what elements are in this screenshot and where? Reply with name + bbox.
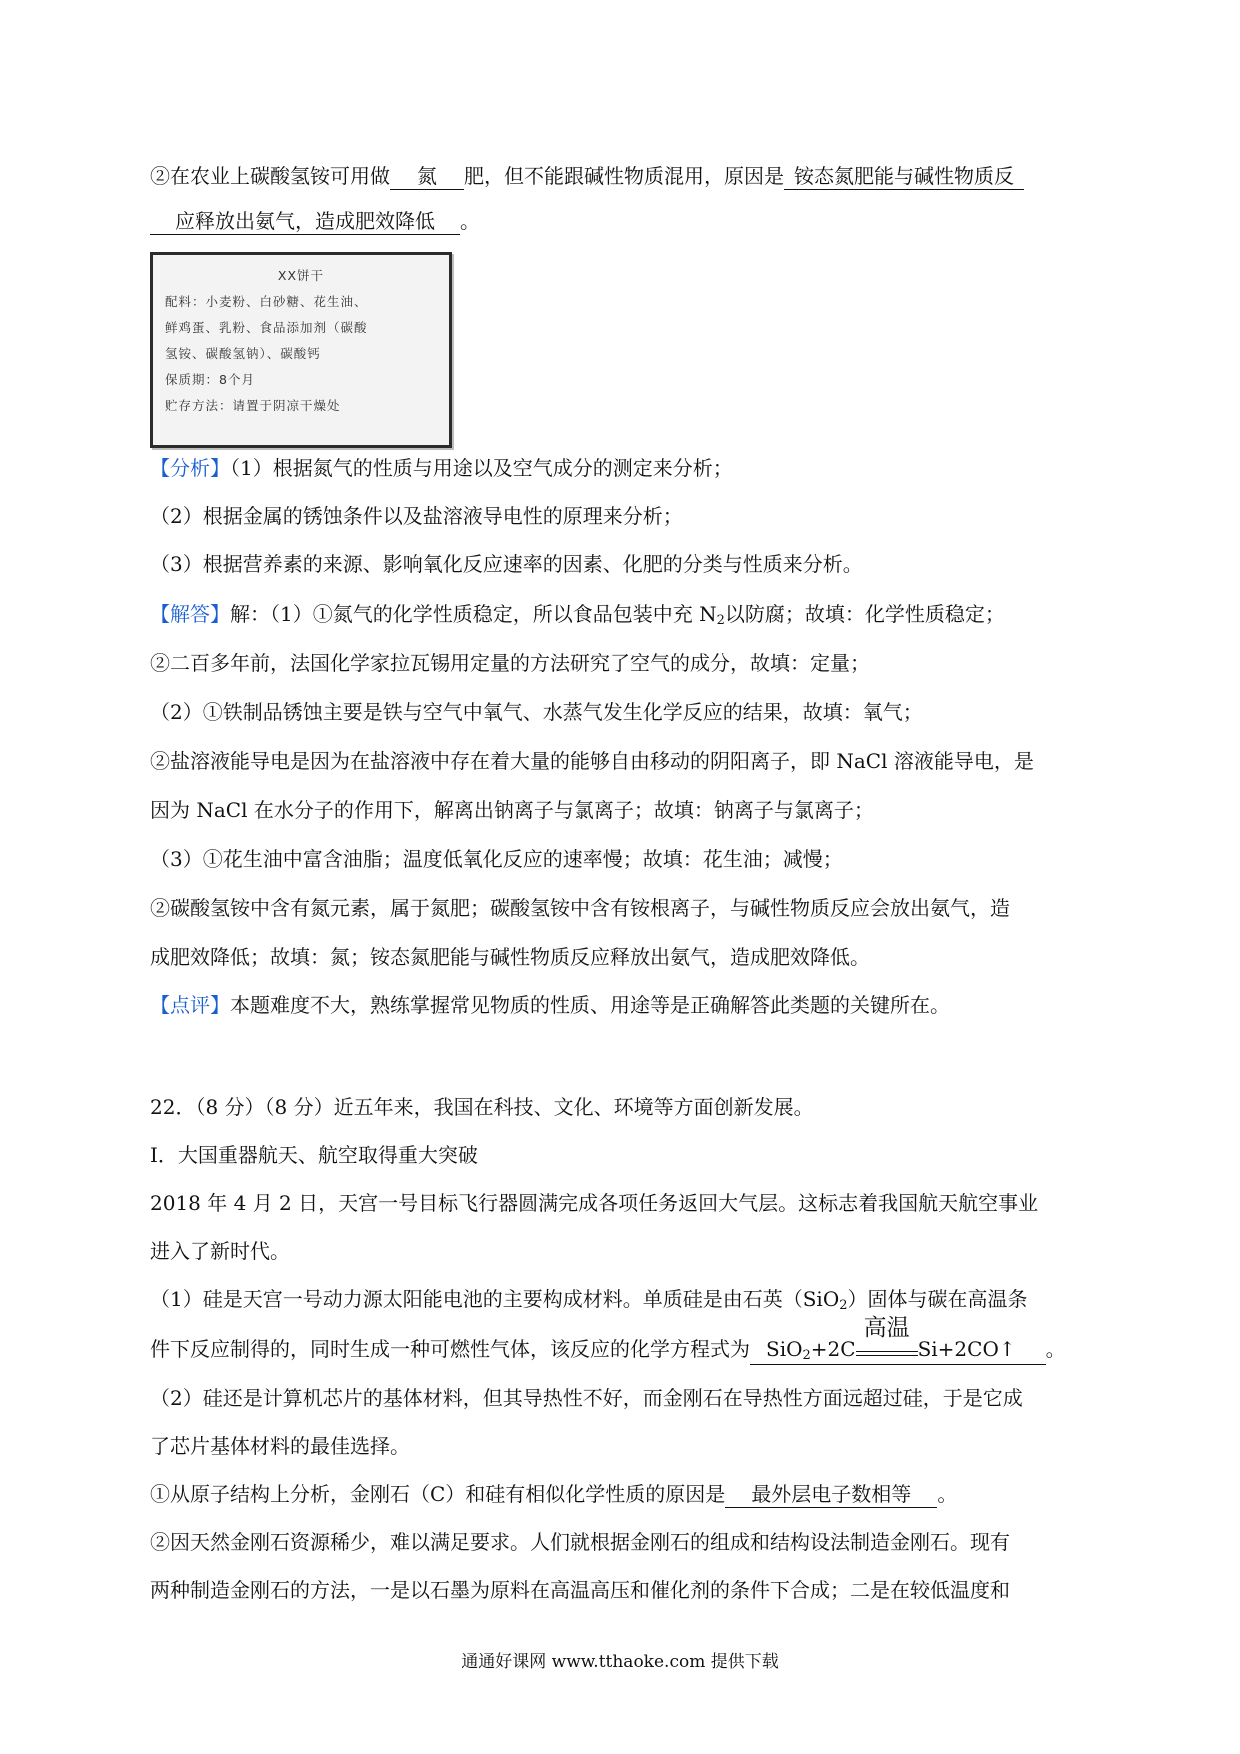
answer-line-6: （3）①花生油中富含油脂；温度低氧化反应的速率慢；故填：花生油；减慢；: [150, 847, 843, 871]
subscript: 2: [716, 613, 725, 628]
label-title: XX饼干: [277, 268, 325, 283]
text: 。: [937, 1482, 958, 1506]
reaction-arrow: [856, 1315, 918, 1356]
answer-line-4: ②盐溶液能导电是因为在盐溶液中存在着大量的能够自由移动的阴阳离子，即 NaCl 溶液能导电，是: [150, 749, 1034, 773]
analysis-line-3: （3）根据营养素的来源、影响氧化反应速率的因素、化肥的分类与性质来分析。: [150, 552, 863, 576]
product-label-image: [150, 252, 452, 448]
label-line: 配料：小麦粉、白砂糖、花生油、: [165, 294, 368, 309]
answer-line-2: ②二百多年前，法国化学家拉瓦锡用定量的方法研究了空气的成分，故填：定量；: [150, 651, 870, 675]
q22-section-1: Ⅰ．大国重器航天、航空取得重大突破: [150, 1143, 478, 1167]
reason-blank-b: 应释放出氨气，造成肥效降低: [150, 208, 460, 235]
label-line: 氢铵、碳酸氢钠）、碳酸钙: [165, 346, 321, 361]
label-line: 贮存方法：请置于阴凉干燥处: [165, 398, 341, 413]
text: 。: [1045, 1337, 1066, 1361]
text: ②在农业上碳酸氢铵可用做: [150, 164, 390, 188]
label-line: 鲜鸡蛋、乳粉、食品添加剂（碳酸: [165, 320, 368, 335]
eq-left: SiO: [766, 1337, 803, 1361]
text: 以防腐；故填：化学性质稳定；: [724, 602, 1005, 626]
outer-electron-blank: 最外层电子数相等: [725, 1481, 937, 1508]
q22-q2-2a: ②因天然金刚石资源稀少，难以满足要求。人们就根据金刚石的组成和结构设法制造金刚石。现有: [150, 1530, 1010, 1554]
analysis-tag: 【分析】: [150, 456, 230, 480]
reaction-condition: 高温: [863, 1315, 910, 1341]
text: 肥，但不能跟碱性物质混用，原因是: [464, 164, 784, 188]
answer-line-8: 成肥效降低；故填：氮；铵态氮肥能与碱性物质反应释放出氨气，造成肥效降低。: [150, 945, 870, 969]
analysis-line-2: （2）根据金属的锈蚀条件以及盐溶液导电性的原理来分析；: [150, 504, 683, 528]
answer-line-7: ②碳酸氢铵中含有氮元素，属于氮肥；碳酸氢铵中含有铵根离子，与碱性物质反应会放出氨气，造: [150, 896, 1010, 920]
q22-paragraph-1b: 进入了新时代。: [150, 1239, 290, 1263]
eq-left-tail: +2C: [810, 1337, 856, 1361]
subscript: 2: [802, 1348, 811, 1363]
fertilizer-blank: 氮: [390, 163, 464, 190]
text: 本题难度不大，熟练掌握常见物质的性质、用途等是正确解答此类题的关键所在。: [230, 993, 950, 1017]
q22-q2-2b: 两种制造金刚石的方法，一是以石墨为原料在高温高压和催化剂的条件下合成；二是在较低温度和: [150, 1578, 1010, 1602]
subscript: 2: [839, 1298, 848, 1313]
text: （1）根据氮气的性质与用途以及空气成分的测定来分析；: [230, 456, 733, 480]
comment-tag: 【点评】: [150, 993, 230, 1017]
q22-q1-line-b: [150, 1315, 1100, 1365]
text: ①从原子结构上分析，金刚石（C）和硅有相似化学性质的原因是: [150, 1482, 726, 1506]
equation-answer: [750, 1315, 1046, 1365]
reason-blank-a: 铵态氮肥能与碱性物质反: [784, 163, 1024, 190]
eq-right: Si+2CO↑: [917, 1337, 1016, 1361]
label-line: 保质期：8个月: [165, 372, 255, 387]
q21-line-1: [150, 161, 1100, 191]
comment-line: [150, 990, 1100, 1020]
answer-line-5: 因为 NaCl 在水分子的作用下，解离出钠离子与氯离子；故填：钠离子与氯离子；: [150, 798, 874, 822]
answer-line-1: [150, 599, 1100, 629]
q22-q1-line-a: [150, 1284, 1100, 1314]
text: 。: [460, 209, 480, 233]
answer-tag: 【解答】: [150, 602, 230, 626]
q21-line-2: [150, 206, 1100, 236]
analysis-line-1: [150, 453, 1100, 483]
page-footer: 通通好课网 www.tthaoke.com 提供下载: [461, 1652, 779, 1672]
q22-q2-1: [150, 1479, 1100, 1509]
answer-line-3: （2）①铁制品锈蚀主要是铁与空气中氧气、水蒸气发生化学反应的结果，故填：氧气；: [150, 700, 923, 724]
q22-title: 22．（8 分）（8 分）近五年来，我国在科技、文化、环境等方面创新发展。: [150, 1095, 814, 1119]
text: 解：（1）①氮气的化学性质稳定，所以食品包装中充 N: [230, 602, 717, 626]
text: （1）硅是天宫一号动力源太阳能电池的主要构成材料。单质硅是由石英（SiO: [150, 1287, 840, 1311]
q22-paragraph-1a: 2018 年 4 月 2 日，天宫一号目标飞行器圆满完成各项任务返回大气层。这标志着我国航天航空事业: [150, 1191, 1039, 1215]
q22-q2-line-a: （2）硅还是计算机芯片的基体材料，但其导热性不好，而金刚石在导热性方面远超过硅，于是它成: [150, 1386, 1023, 1410]
text: 件下反应制得的，同时生成一种可燃性气体，该反应的化学方程式为: [150, 1337, 750, 1361]
q22-q2-line-b: 了芯片基体材料的最佳选择。: [150, 1434, 410, 1458]
text: ）固体与碳在高温条: [847, 1287, 1028, 1311]
